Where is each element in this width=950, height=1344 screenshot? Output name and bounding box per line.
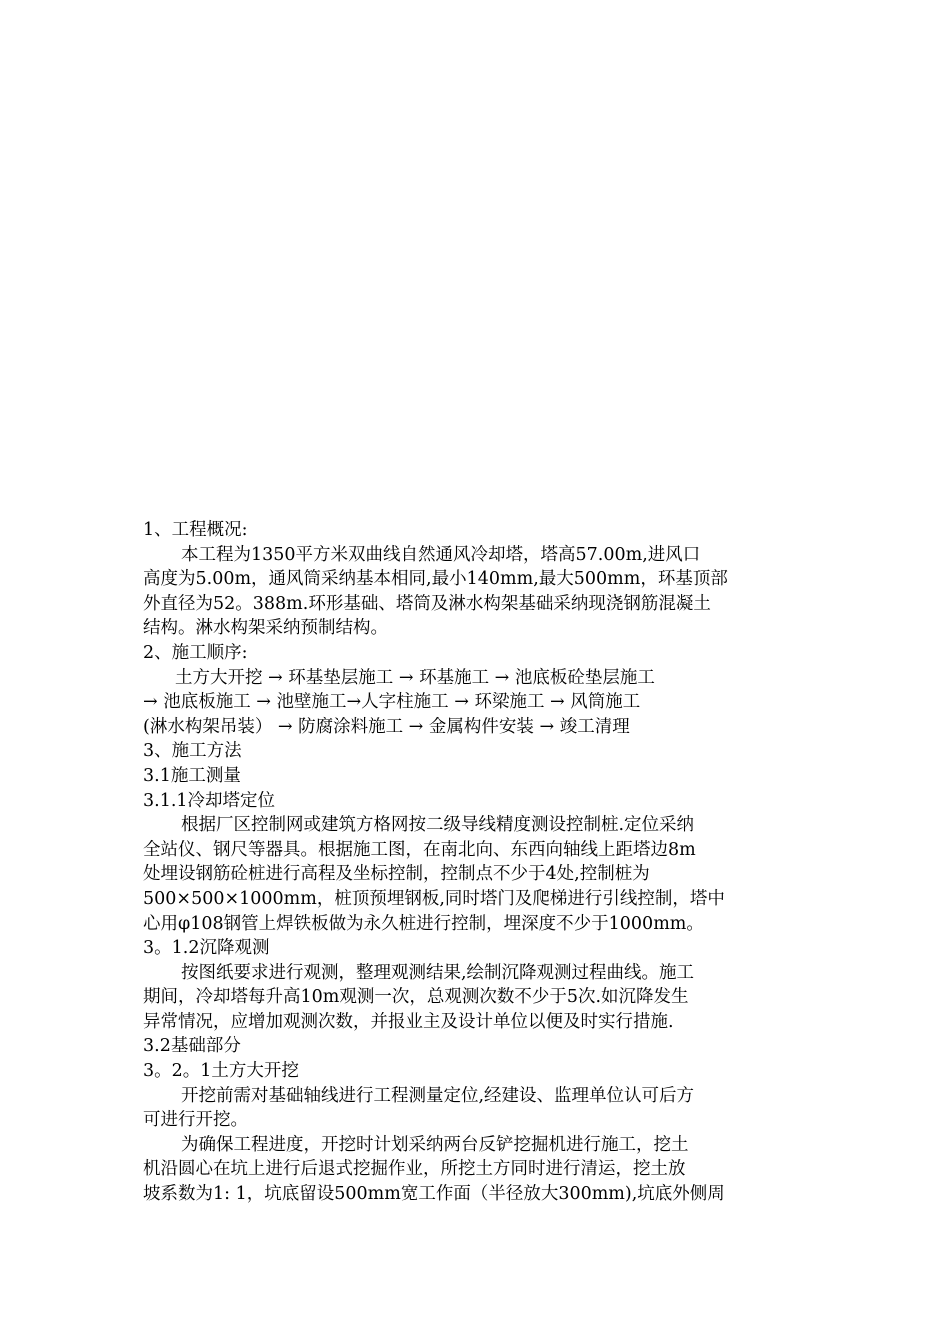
paragraph-line: 本工程为1350平方米双曲线自然通风冷却塔，塔高57.00m,进风口 [181,544,701,565]
section-heading-overview: 1、工程概况: [143,520,248,540]
paragraph-line: 高度为5.00m，通风筒采纳基本相同,最小140mm,最大500mm，环基顶部 [143,569,728,590]
paragraph-line: 期间，冷却塔每升高10m观测一次，总观测次数不少于5次.如沉降发生 [143,987,689,1008]
subsection-heading: 3.1.1冷却塔定位 [143,790,276,811]
paragraph-line: 为确保工程进度，开挖时计划采纳两台反铲挖掘机进行施工，挖土 [181,1134,689,1155]
paragraph-line: 根据厂区控制网或建筑方格网按二级导线精度测设控制桩.定位采纳 [181,815,695,836]
section-heading-methods: 3、施工方法 [143,741,242,762]
sequence-line: (淋水构架吊装） → 防腐涂料施工 → 金属构件安装 → 竣工清理 [143,716,630,737]
paragraph-line: 处埋设钢筋砼桩进行高程及坐标控制，控制点不少于4处,控制桩为 [143,864,650,885]
paragraph-line: 500×500×1000mm，桩顶预埋钢板,同时塔门及爬梯进行引线控制，塔中 [143,888,725,909]
paragraph-line: 外直径为52。388m.环形基础、塔筒及淋水构架基础采纳现浇钢筋混凝土 [143,593,711,614]
subsection-heading: 3。2。1土方大开挖 [143,1061,299,1082]
paragraph-line: 坡系数为1: 1，坑底留设500mm宽工作面（半径放大300mm),坑底外侧周 [143,1184,725,1205]
sequence-line: 土方大开挖 → 环基垫层施工 → 环基施工 → 池底板砼垫层施工 [175,667,655,688]
subsection-heading: 3.2基础部分 [143,1036,241,1057]
paragraph-line: 开挖前需对基础轴线进行工程测量定位,经建设、监理单位认可后方 [181,1085,695,1106]
paragraph-line: 按图纸要求进行观测，整理观测结果,绘制沉降观测过程曲线。施工 [181,962,695,983]
subsection-heading: 3。1.2沉降观测 [143,938,270,959]
paragraph-line: 可进行开挖。 [143,1110,248,1131]
paragraph-line: 结构。淋水构架采纳预制结构。 [143,618,388,639]
subsection-heading: 3.1施工测量 [143,765,241,786]
paragraph-line: 机沿圆心在坑上进行后退式挖掘作业，所挖土方同时进行清运，挖土放 [143,1159,686,1180]
paragraph-line: 异常情况，应增加观测次数，并报业主及设计单位以便及时实行措施. [143,1011,674,1032]
paragraph-line: 心用φ108钢管上焊铁板做为永久桩进行控制，埋深度不少于1000mm。 [143,913,704,934]
paragraph-line: 全站仪、钢尺等器具。根据施工图，在南北向、东西向轴线上距塔边8m [143,839,696,860]
sequence-line: → 池底板施工 → 池壁施工→人字柱施工 → 环梁施工 → 风筒施工 [143,692,641,713]
section-heading-sequence: 2、施工顺序: [143,642,248,663]
document-body [143,518,808,1207]
